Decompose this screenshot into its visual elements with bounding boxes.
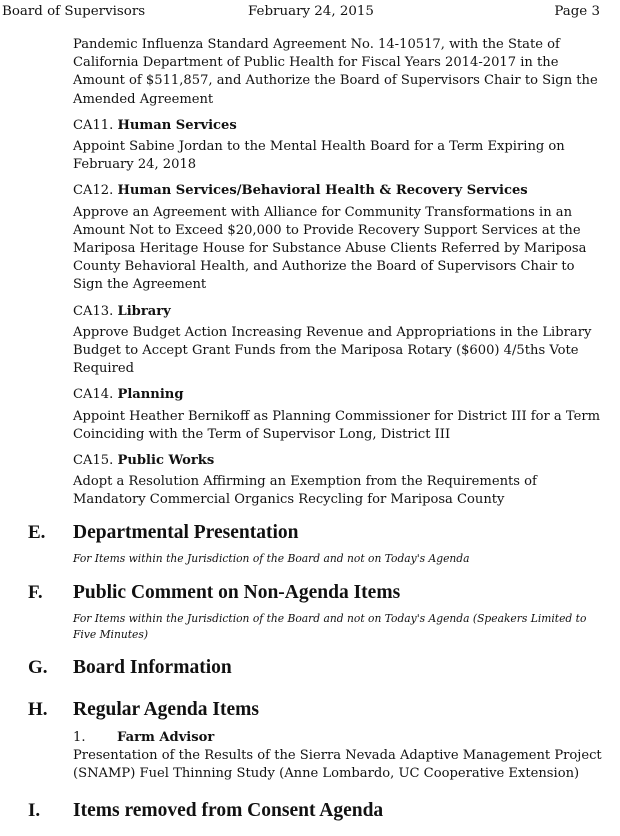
item-code: CA15.	[73, 453, 114, 469]
item-department: Human Services/Behavioral Health & Recovery Services	[117, 183, 528, 199]
item-department: Public Works	[117, 453, 215, 469]
section-note: For Items within the Jurisdiction of the Board and not on Today's Agenda	[73, 552, 470, 565]
section-letter: H.	[28, 699, 48, 720]
item-text: Appoint Heather Bernikoff as Planning Commissioner for District III for a Term Coinciding with the Term of Supervisor Long, District III	[73, 408, 601, 442]
item-text: Presentation of the Results of the Sierra Nevada Adaptive Management Project (SNAMP) Fuel Thinning Study (Anne Lombardo, UC Cooperative Extension)	[73, 748, 602, 782]
item-department: Human Services	[117, 117, 237, 133]
consent-item	[73, 386, 603, 444]
section-note: For Items within the Jurisdiction of the Board and not on Today's Agenda (Speakers Limited to Five Minutes)	[73, 612, 587, 641]
section-letter: I.	[28, 800, 41, 821]
item-code: CA13.	[73, 303, 114, 319]
consent-item	[73, 452, 603, 510]
section-letter: G.	[28, 657, 48, 678]
continued-item-text: Pandemic Influenza Standard Agreement No. 14-10517, with the State of California Department of Public Health for Fiscal Years 2014-2017 in the Amount of $511,857, and Authorize the Board of Supervisors Chair to Sign the Amended Agreement	[73, 37, 598, 107]
item-code: CA14.	[73, 387, 114, 403]
header-page-number: Page 3	[554, 4, 600, 19]
consent-item	[73, 182, 603, 294]
item-text: Adopt a Resolution Affirming an Exemption from the Requirements of Mandatory Commercial Organics Recycling for Mariposa County	[73, 474, 537, 508]
item-code: CA12.	[73, 183, 114, 199]
header-date: February 24, 2015	[248, 4, 374, 19]
item-code: CA11.	[73, 117, 114, 133]
consent-item	[73, 303, 603, 379]
regular-agenda-item	[73, 729, 608, 784]
item-text: Appoint Sabine Jordan to the Mental Health Board for a Term Expiring on February 24, 2018	[73, 139, 565, 173]
section-title: Departmental Presentation	[73, 522, 299, 543]
consent-item	[73, 117, 603, 175]
section-title: Regular Agenda Items	[73, 699, 259, 720]
item-department: Farm Advisor	[117, 730, 215, 745]
item-text: Approve an Agreement with Alliance for Community Transformations in an Amount Not to Exceed $20,000 to Provide Recovery Support Services at the Mariposa Heritage House for Substance Abuse Clients Referred by Mariposa County Behavioral Health, and Authorize the Board of Supervisors Chair to Sign the Agreement	[73, 204, 587, 293]
item-number: 1.	[73, 730, 86, 745]
section-title: Board Information	[73, 657, 232, 678]
item-department: Library	[117, 303, 171, 319]
section-letter: E.	[28, 522, 46, 543]
header-org: Board of Supervisors	[2, 4, 146, 19]
section-title: Items removed from Consent Agenda	[73, 800, 384, 821]
section-title: Public Comment on Non-Agenda Items	[73, 582, 401, 603]
consent-agenda-body	[73, 36, 603, 510]
section-letter: F.	[28, 582, 43, 603]
item-department: Planning	[117, 387, 184, 403]
item-text: Approve Budget Action Increasing Revenue and Appropriations in the Library Budget to Accept Grant Funds from the Mariposa Rotary ($600) 4/5ths Vote Required	[73, 324, 592, 377]
